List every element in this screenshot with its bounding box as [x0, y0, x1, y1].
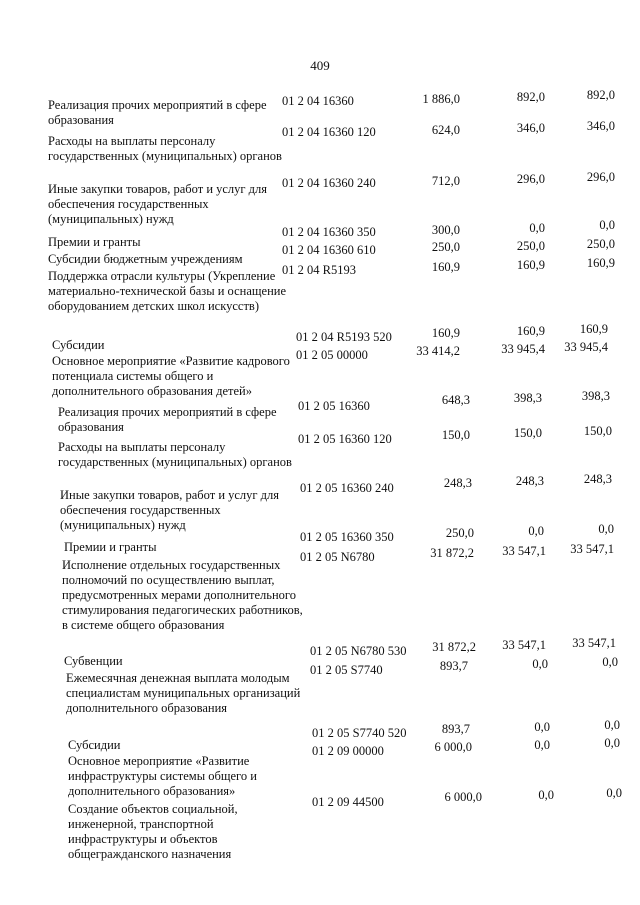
row-name: Реализация прочих мероприятий в сфере образования — [48, 98, 267, 127]
row-value-2: 0,0 — [538, 788, 554, 802]
row-name: Основное мероприятие «Развитие инфраструктуры системы общего и дополнительного образования» — [68, 754, 257, 798]
row-value-1: 150,0 — [441, 428, 470, 442]
row-code: 01 2 05 N6780 — [300, 550, 375, 564]
row-value-1: 893,7 — [439, 659, 468, 673]
row-name: Субсидии — [52, 338, 105, 352]
row-value-1: 648,3 — [441, 393, 470, 407]
row-name: Субсидии бюджетным учреждениям — [48, 252, 243, 266]
row-value-2: 0,0 — [528, 524, 544, 538]
row-value-2: 296,0 — [516, 172, 545, 186]
row-value-2: 346,0 — [516, 121, 545, 135]
row-value-1: 624,0 — [431, 123, 460, 137]
row-code: 01 2 04 16360 — [282, 94, 354, 108]
row-value-2: 398,3 — [513, 391, 542, 405]
row-value-3: 0,0 — [604, 736, 620, 750]
row-value-3: 398,3 — [581, 389, 610, 403]
row-value-1: 893,7 — [441, 722, 470, 736]
row-value-1: 6 000,0 — [444, 790, 482, 804]
row-value-3: 0,0 — [602, 655, 618, 669]
row-value-3: 150,0 — [583, 424, 612, 438]
row-value-2: 33 547,1 — [502, 544, 546, 558]
row-name: Премии и гранты — [48, 235, 141, 249]
row-value-3: 33 945,4 — [564, 340, 608, 354]
row-value-3: 296,0 — [586, 170, 615, 184]
row-name: Основное мероприятие «Развитие кадрового потенциала системы общего и дополнительного образования детей» — [52, 354, 290, 398]
row-name: Исполнение отдельных государственных полномочий по осуществлению выплат, предусмотренных мерами дополнительного стимулирования педагогических работников, в системе общего образования — [62, 558, 303, 632]
row-value-1: 31 872,2 — [430, 546, 474, 560]
row-value-1: 248,3 — [443, 476, 472, 490]
row-code: 01 2 05 16360 120 — [298, 432, 392, 446]
row-code: 01 2 05 16360 240 — [300, 481, 394, 495]
row-code: 01 2 04 R5193 520 — [296, 330, 392, 344]
row-value-1: 1 886,0 — [422, 92, 460, 106]
row-code: 01 2 04 R5193 — [282, 263, 356, 277]
row-value-1: 160,9 — [431, 260, 460, 274]
row-name: Создание объектов социальной, инженерной, транспортной инфраструктуры и объектов общегражданского назначения — [68, 802, 238, 861]
row-code: 01 2 05 16360 350 — [300, 530, 394, 544]
row-code: 01 2 04 16360 610 — [282, 243, 376, 257]
row-value-2: 0,0 — [534, 720, 550, 734]
row-value-3: 33 547,1 — [570, 542, 614, 556]
row-code: 01 2 05 16360 — [298, 399, 370, 413]
row-value-3: 346,0 — [586, 119, 615, 133]
row-value-2: 150,0 — [513, 426, 542, 440]
row-name: Ежемесячная денежная выплата молодым специалистам муниципальных организаций дополнительного образования — [66, 671, 301, 715]
row-value-1: 712,0 — [431, 174, 460, 188]
row-code: 01 2 04 16360 350 — [282, 225, 376, 239]
row-name: Субсидии — [68, 738, 121, 752]
row-value-1: 160,9 — [431, 326, 460, 340]
page-number: 409 — [310, 58, 330, 73]
row-value-3: 0,0 — [606, 786, 622, 800]
row-value-3: 0,0 — [604, 718, 620, 732]
row-name: Премии и гранты — [64, 540, 157, 554]
row-value-2: 33 547,1 — [502, 638, 546, 652]
row-value-1: 6 000,0 — [434, 740, 472, 754]
row-name: Поддержка отрасли культуры (Укрепление материально-технической базы и оснащение оборудованием детских школ искусств) — [48, 269, 287, 313]
row-name: Реализация прочих мероприятий в сфере образования — [58, 405, 277, 434]
row-name: Иные закупки товаров, работ и услуг для обеспечения государственных (муниципальных) нужд — [60, 488, 280, 532]
row-value-2: 248,3 — [515, 474, 544, 488]
row-code: 01 2 05 N6780 530 — [310, 644, 407, 658]
row-value-3: 0,0 — [598, 522, 614, 536]
row-value-3: 160,9 — [579, 322, 608, 336]
row-value-3: 892,0 — [586, 88, 615, 102]
row-value-1: 300,0 — [431, 223, 460, 237]
row-code: 01 2 04 16360 240 — [282, 176, 376, 190]
row-value-1: 250,0 — [431, 240, 460, 254]
row-value-2: 160,9 — [516, 324, 545, 338]
row-name: Расходы на выплаты персоналу государственных (муниципальных) органов — [58, 440, 292, 469]
row-name: Иные закупки товаров, работ и услуг для обеспечения государственных (муниципальных) нужд — [48, 182, 268, 226]
row-code: 01 2 05 00000 — [296, 348, 368, 362]
row-value-2: 160,9 — [516, 258, 545, 272]
row-name: Субвенции — [64, 654, 123, 668]
row-value-2: 0,0 — [529, 221, 545, 235]
row-value-3: 0,0 — [599, 218, 615, 232]
row-value-2: 0,0 — [532, 657, 548, 671]
row-value-2: 0,0 — [534, 738, 550, 752]
row-value-3: 250,0 — [586, 237, 615, 251]
row-code: 01 2 04 16360 120 — [282, 125, 376, 139]
row-value-1: 31 872,2 — [432, 640, 476, 654]
row-value-2: 33 945,4 — [501, 342, 545, 356]
row-value-2: 892,0 — [516, 90, 545, 104]
row-code: 01 2 05 S7740 520 — [312, 726, 407, 740]
row-name: Расходы на выплаты персоналу государственных (муниципальных) органов — [48, 134, 282, 163]
row-code: 01 2 05 S7740 — [310, 663, 383, 677]
row-code: 01 2 09 00000 — [312, 744, 384, 758]
row-value-3: 248,3 — [583, 472, 612, 486]
row-value-2: 250,0 — [516, 239, 545, 253]
row-value-1: 33 414,2 — [416, 344, 460, 358]
row-value-3: 33 547,1 — [572, 636, 616, 650]
row-value-1: 250,0 — [445, 526, 474, 540]
row-code: 01 2 09 44500 — [312, 795, 384, 809]
row-value-3: 160,9 — [586, 256, 615, 270]
